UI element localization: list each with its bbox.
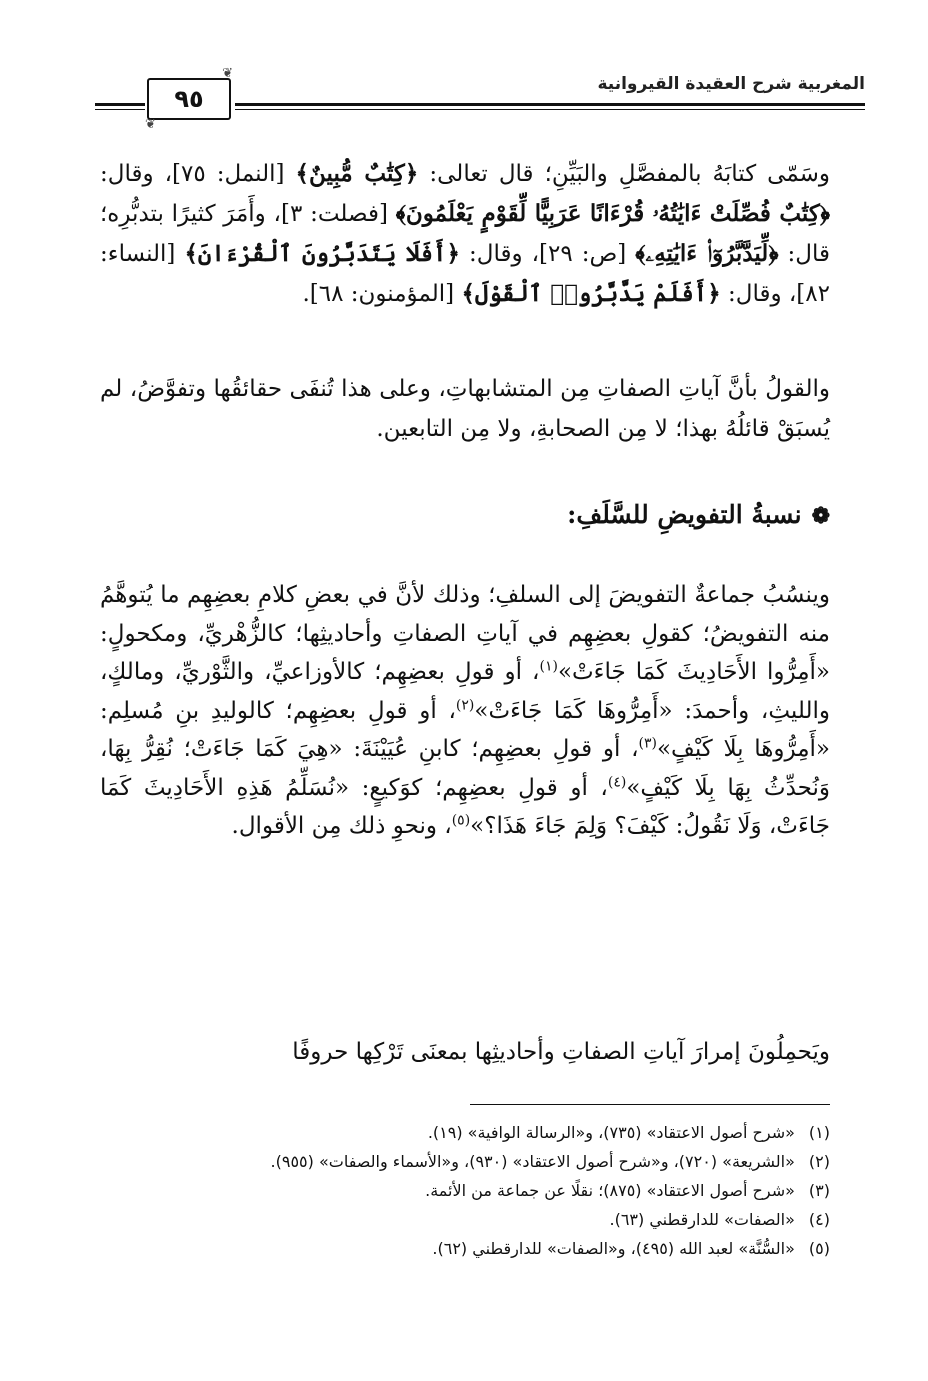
ornament-icon: ❦ <box>145 117 156 132</box>
footnote-number: (٤) <box>808 1210 830 1229</box>
book-title: المغربية شرح العقيدة القيروانية <box>597 74 865 94</box>
footnote-text: «شرح أصول الاعتقاد» (٧٣٥)، و«الرسالة الوافية» (١٩). <box>427 1123 795 1142</box>
text-run: ، أو قولِ بعضِهِم؛ كالأوزاعيِّ، والثَّوْريِّ، ومالكٍ، والليثِ، وأحمدَ: «أَمِرُّوهَا كَمَا جَاءَتْ» <box>100 659 830 724</box>
running-header <box>95 66 865 132</box>
text-run: ، أو قولِ بعضِهِم؛ كالوليدِ بنِ مُسلِم: «أَمِرُّوهَا بِلَا كَيْفٍ» <box>100 697 831 762</box>
page-number: ٩٥ <box>174 85 204 113</box>
text-run: [ص: ٢٩]، وقال: <box>459 241 636 267</box>
footnote-text: «شرح أصول الاعتقاد» (٨٧٥)؛ نقلًا عن جماعة من الأئمة. <box>425 1181 795 1200</box>
text-run: [فصلت: ٣]، وأَمَرَ كثيرًا بتدبُّرِه؛ قال: <box>100 201 831 267</box>
text-run: ، ونحوِ ذلك مِن الأقوال. <box>231 813 452 839</box>
footnote-item <box>100 1205 830 1234</box>
quran-verse: ﴿كِتَٰبٌ مُّبِينٌ﴾ <box>295 160 419 187</box>
quran-verse: ﴿كِتَٰبٌ فُصِّلَتْ ءَايَٰتُهُۥ قُرْءَانًا عَرَبِيًّا لِّقَوْمٍ يَعْلَمُونَ﴾ <box>395 200 831 227</box>
footnotes <box>100 1118 830 1263</box>
paragraph-salaf-quotes <box>100 576 830 846</box>
footnote-text: «الصفات» للدارقطني (٦٣). <box>609 1210 795 1229</box>
footnote-ref[interactable]: (٣) <box>638 735 657 752</box>
footnote-ref[interactable]: (٤) <box>607 773 627 790</box>
ornament-icon: ❁ <box>811 503 830 529</box>
footnote-number: (٥) <box>808 1239 830 1258</box>
page-number-box <box>145 66 233 132</box>
footnote-item <box>100 1176 830 1205</box>
quran-verse: ﴿لِّيَدَّبَّرُوٓا۟ ءَايَٰتِهِۦ﴾ <box>635 240 779 267</box>
quran-verse: ﴿أَفَلَمْ يَدَّبَّرُوا۟ ٱلْقَوْلَ﴾ <box>461 280 721 307</box>
header-rule-thin <box>235 109 865 110</box>
text-run: [المؤمنون: ٦٨]. <box>302 281 462 307</box>
section-heading <box>567 500 830 529</box>
text-run: [النمل: ٧٥]، وقال: <box>100 161 296 187</box>
text-run: ، أو قولِ بعضِهِم؛ كابنِ عُيَيْنَةَ: «هِيَ كَمَا جَاءَتْ؛ نُقِرُّ بِهَا، وَنُحدِّثُ بِهَا بِلَا كَيْفٍ» <box>100 736 831 801</box>
footnote-ref[interactable]: (٥) <box>451 812 471 829</box>
text-run: ، أو قولِ بعضِهِم؛ كوَكيعٍ: «نُسَلِّمُ هَذِهِ الأَحَادِيثَ كَمَا جَاءَتْ، وَلَا نَقُولُ: كَيْفَ؟ وَلِمَ جَاءَ هَذَا؟» <box>100 774 830 839</box>
paragraph-text: ويَحمِلُونَ إمرارَ آياتِ الصفاتِ وأحاديثِها بمعنَى تَرْكِها حروفًا <box>292 1039 830 1065</box>
text-run: وينسُبُ جماعةٌ التفويضَ إلى السلفِ؛ وذلك لأنَّ في بعضِ كلامِ بعضِهِم ما يُتوهَّمُ منه التفويضُ؛ كقولِ بعضِهِم في آياتِ الصفاتِ وأحاديثِها؛ كالزُّهْريِّ، ومكحولٍ: «أَمِرُّوا الأَحَادِيثَ كَمَا جَاءَتْ» <box>100 582 830 685</box>
header-rule-left-thin <box>95 109 145 110</box>
footnote-item <box>100 1118 830 1147</box>
footnote-item <box>100 1147 830 1176</box>
text-run: وسَمّى كتابَهُ بالمفصَّلِ والبَيِّنِ؛ قال تعالى: <box>418 161 830 187</box>
footnote-text: «السُّنَّة» لعبد الله (٤٩٥)، و«الصفات» للدارقطني (٦٢). <box>432 1239 795 1258</box>
footnote-ref[interactable]: (١) <box>539 658 558 675</box>
text-run: [النساء: ٨٢]، وقال: <box>100 241 830 307</box>
paragraph-mutashabihat <box>100 369 830 449</box>
paragraph-text: والقولُ بأنَّ آياتِ الصفاتِ مِن المتشابهاتِ، وعلى هذا تُنفَى حقائقُها وتفوَّضُ، لم يُسبَقْ قائلُهُ بهذا؛ لا مِن الصحابةِ، ولا مِن التابعين. <box>100 376 830 442</box>
footnote-number: (١) <box>808 1123 830 1142</box>
footnote-ref[interactable]: (٢) <box>455 696 475 713</box>
footnote-number: (٢) <box>808 1152 830 1171</box>
paragraph-continuation <box>100 1032 830 1072</box>
footnote-text: «الشريعة» (٧٢٠)، و«شرح أصول الاعتقاد» (٩٣٠)، و«الأسماء والصفات» (٩٥٥). <box>270 1152 795 1171</box>
header-rule-left <box>95 103 145 106</box>
ornament-icon: ❦ <box>222 66 233 81</box>
footnote-separator <box>470 1104 830 1105</box>
quran-verse: ﴿أَفَلَا يَتَدَبَّرُونَ ٱلْقُرْءَانَ﴾ <box>184 240 460 267</box>
paragraph-quran-verses <box>100 154 830 314</box>
section-heading-text: نسبةُ التفويضِ للسَّلَفِ: <box>567 500 802 529</box>
footnote-number: (٣) <box>808 1181 830 1200</box>
header-rule <box>235 103 865 106</box>
footnote-item <box>100 1234 830 1263</box>
